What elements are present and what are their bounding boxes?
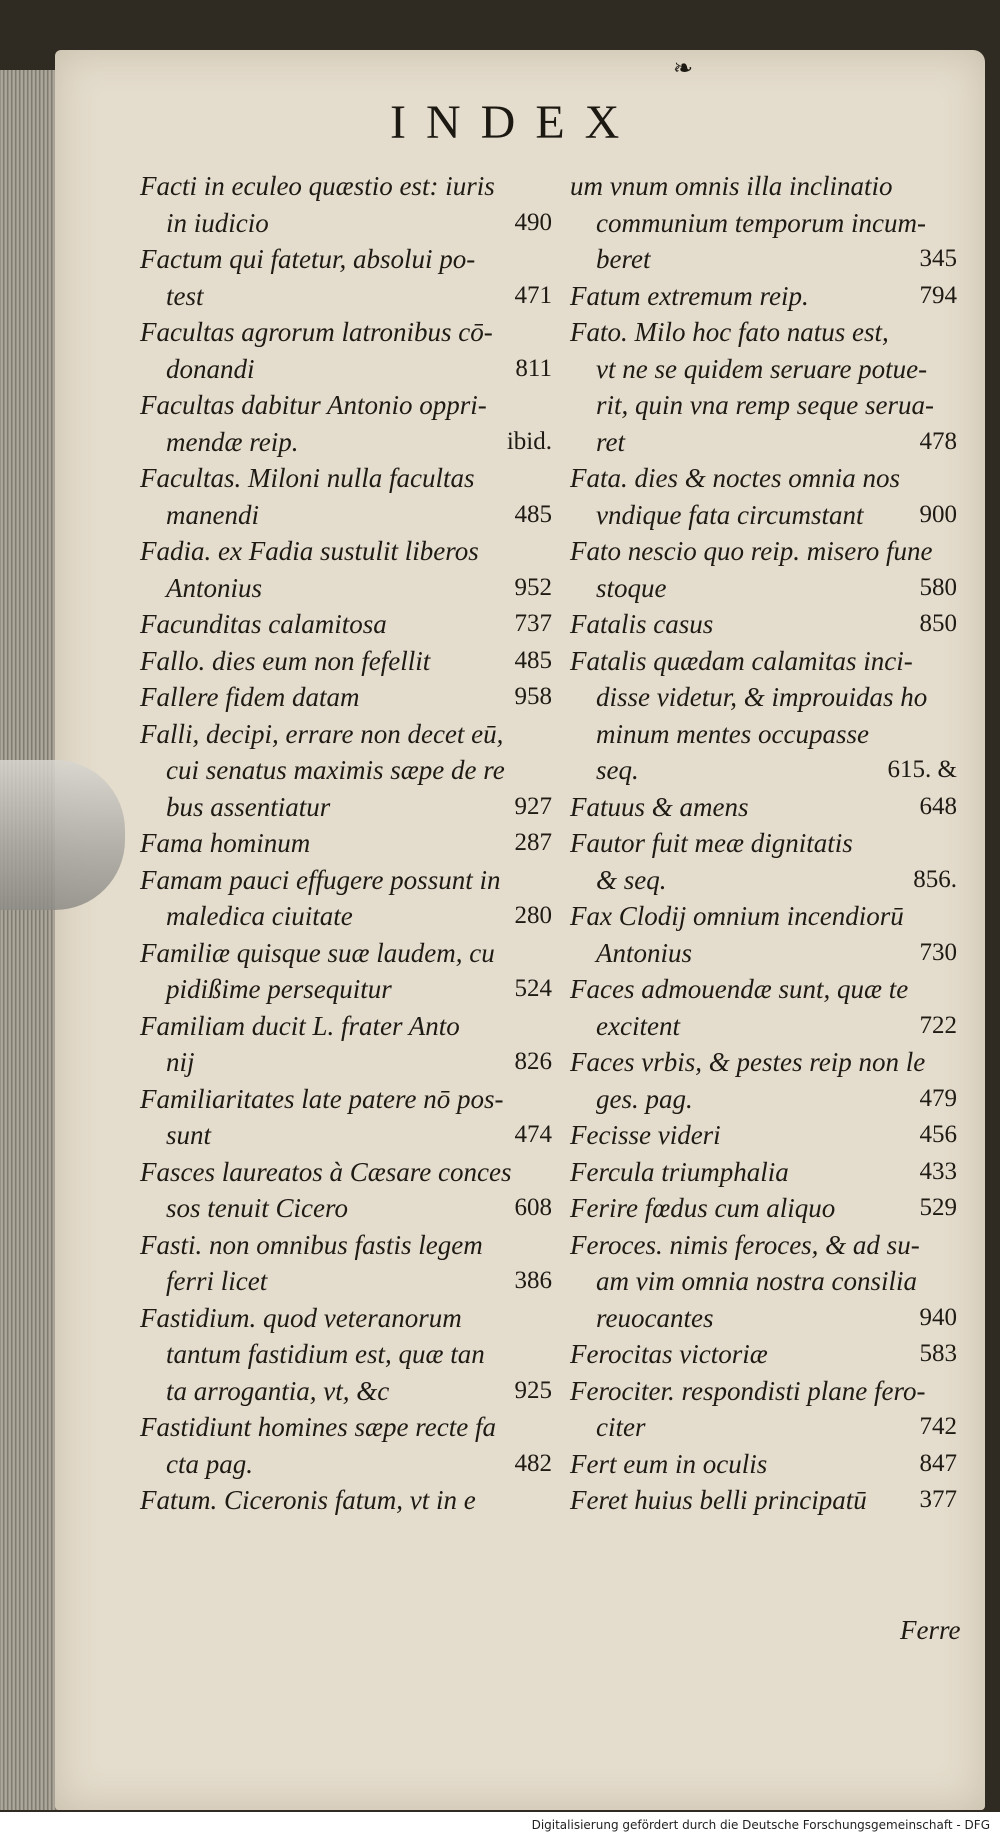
index-entry — [140, 606, 560, 643]
entry-text: ta arrogantia, vt, &c — [166, 1375, 390, 1406]
entry-text: vt ne se quidem seruare potue- — [596, 353, 928, 384]
entry-line — [570, 351, 965, 388]
entry-line — [570, 825, 965, 862]
entry-text: tantum fastidium est, quæ tan — [166, 1339, 485, 1369]
index-entry — [140, 314, 560, 387]
entry-text: citer — [596, 1412, 646, 1442]
page-number: 900 — [919, 500, 957, 528]
entry-text: Familiaritates late patere nō pos- — [140, 1083, 504, 1114]
page-number: 722 — [919, 1011, 957, 1039]
entry-line — [140, 935, 560, 972]
index-entry — [570, 789, 965, 826]
index-entry — [570, 1446, 965, 1483]
entry-text: Faces admouendæ sunt, quæ te — [570, 974, 909, 1004]
entry-line — [570, 752, 965, 789]
entry-line — [140, 1227, 560, 1264]
entry-text: Factum qui fatetur, absolui po- — [140, 244, 476, 274]
entry-line — [570, 1190, 965, 1227]
entry-line — [140, 789, 560, 826]
entry-text: seq. — [596, 755, 639, 785]
entry-line — [140, 1008, 560, 1045]
index-entry — [140, 1300, 560, 1410]
entry-text: donandi — [166, 353, 255, 384]
entry-text: Fato. Milo hoc fato natus est, — [570, 317, 889, 347]
index-entry — [140, 1409, 560, 1482]
entry-line — [570, 935, 965, 972]
page-number: 730 — [919, 938, 957, 966]
entry-text: Fatalis quædam calamitas inci- — [570, 645, 913, 676]
entry-line — [140, 898, 560, 935]
entry-line — [570, 460, 965, 497]
page-number: 485 — [514, 646, 552, 674]
page-number: 377 — [919, 1486, 957, 1513]
index-entry — [140, 1081, 560, 1154]
entry-line — [570, 168, 965, 205]
page-title: INDEX — [390, 96, 640, 149]
page-number: 737 — [514, 610, 552, 637]
entry-text: Fallere fidem datam — [140, 682, 360, 712]
entry-text: mendæ reip. — [166, 426, 299, 457]
entry-text: disse videtur, & improuidas ho — [596, 682, 928, 712]
page-number: 615. & — [887, 756, 957, 783]
page-number: 479 — [919, 1084, 957, 1112]
page-number: 583 — [919, 1340, 957, 1367]
entry-text: Facti in eculeo quæstio est: iuris — [140, 171, 495, 201]
entry-text: Falli, decipi, errare non decet eū, — [140, 718, 504, 749]
entry-text: Fato nescio quo reip. misero fune — [570, 536, 933, 566]
page-number: 850 — [919, 610, 957, 637]
entry-text: Fatuus & amens — [570, 791, 749, 822]
index-entry — [570, 1190, 965, 1227]
index-entry — [570, 1482, 965, 1519]
page-number: 345 — [919, 245, 957, 272]
entry-line — [140, 971, 560, 1008]
index-entry — [570, 460, 965, 533]
page-number: 958 — [514, 683, 552, 710]
entry-line — [140, 862, 560, 899]
page-number: 794 — [919, 281, 957, 309]
entry-line — [570, 1081, 965, 1118]
page-number: 608 — [514, 1194, 552, 1221]
entry-text: Fasces laureatos à Cæsare conces — [140, 1156, 512, 1187]
entry-text: Fata. dies & noctes omnia nos — [570, 463, 900, 493]
entry-line — [570, 1008, 965, 1045]
entry-line — [570, 1300, 965, 1337]
page-number: 952 — [514, 573, 552, 601]
index-entry — [570, 606, 965, 643]
page-number: 927 — [514, 792, 552, 820]
entry-line — [140, 1373, 560, 1410]
index-entry — [570, 314, 965, 460]
index-entry — [140, 643, 560, 680]
entry-text: Familiæ quisque suæ laudem, cu — [140, 937, 495, 968]
entry-text: ges. pag. — [596, 1083, 693, 1114]
page-number: 485 — [514, 500, 552, 528]
entry-text: in iudicio — [166, 207, 269, 238]
index-entry — [140, 1008, 560, 1081]
page-number: 456 — [919, 1121, 957, 1148]
entry-text: Fert eum in oculis — [570, 1448, 768, 1479]
entry-text: am vim omnia nostra consilia — [596, 1266, 917, 1296]
page-number: 847 — [919, 1449, 957, 1477]
index-entry — [570, 1227, 965, 1337]
entry-text: um vnum omnis illa inclinatio — [570, 171, 893, 201]
index-entry — [140, 1154, 560, 1227]
footer-bar — [0, 1812, 1000, 1841]
entry-line — [140, 825, 560, 862]
entry-text: Familiam ducit L. frater Anto — [140, 1010, 460, 1041]
entry-text: Fatalis casus — [570, 609, 714, 639]
index-entry — [140, 168, 560, 241]
entry-text: stoque — [596, 572, 667, 603]
page-number: 524 — [514, 975, 552, 1002]
entry-text: minum mentes occupasse — [596, 718, 869, 749]
entry-text: rit, quin vna remp seque serua- — [596, 390, 934, 420]
entry-line — [140, 1482, 560, 1519]
entry-line — [140, 1446, 560, 1483]
page-number: 856. — [913, 865, 957, 893]
entry-line — [570, 241, 965, 278]
entry-line — [140, 1117, 560, 1154]
entry-text: Facultas agrorum latronibus cō- — [140, 317, 493, 347]
index-entry — [140, 1227, 560, 1300]
entry-line — [140, 1263, 560, 1300]
entry-text: Fatum. Ciceronis fatum, vt in e — [140, 1485, 476, 1515]
entry-line — [140, 168, 560, 205]
index-entry — [570, 825, 965, 898]
entry-line — [140, 241, 560, 278]
entry-text: ferri licet — [166, 1266, 268, 1296]
page-number: 811 — [515, 354, 552, 382]
entry-line — [570, 570, 965, 607]
footer-credit: Digitalisierung gefördert durch die Deutsche Forschungsgemeinschaft - DFG — [531, 1818, 990, 1832]
index-entry — [570, 278, 965, 315]
entry-line — [570, 533, 965, 570]
page-number: 490 — [514, 208, 552, 236]
entry-text: test — [166, 280, 204, 311]
index-entry — [140, 460, 560, 533]
entry-text: Feroces. nimis feroces, & ad su- — [570, 1229, 920, 1260]
entry-line — [570, 679, 965, 716]
index-entry — [570, 1373, 965, 1446]
entry-line — [570, 1409, 965, 1446]
entry-line — [570, 1446, 965, 1483]
entry-text: & seq. — [596, 864, 667, 895]
ornament-icon: ❧ — [672, 54, 694, 82]
page-edge — [0, 70, 60, 1810]
entry-line — [570, 1482, 965, 1519]
entry-line — [140, 387, 560, 424]
entry-text: sunt — [166, 1120, 212, 1150]
entry-line — [570, 716, 965, 753]
index-entry — [570, 1044, 965, 1117]
index-entry — [140, 935, 560, 1008]
page-number: 474 — [514, 1121, 552, 1148]
index-entry — [140, 862, 560, 935]
entry-line — [140, 351, 560, 388]
entry-line — [570, 1373, 965, 1410]
entry-text: vndique fata circumstant — [596, 499, 864, 530]
entry-text: Fercula triumphalia — [570, 1156, 789, 1187]
entry-line — [570, 205, 965, 242]
index-entry — [140, 679, 560, 716]
entry-text: Fastidiunt homines sæpe recte fa — [140, 1412, 496, 1442]
page-number: 925 — [514, 1376, 552, 1404]
index-entry — [570, 1336, 965, 1373]
entry-line — [570, 898, 965, 935]
index-entry — [140, 387, 560, 460]
entry-line — [570, 643, 965, 680]
entry-line — [570, 278, 965, 315]
entry-text: nij — [166, 1047, 195, 1077]
entry-text: manendi — [166, 499, 259, 530]
entry-text: cui senatus maximis sæpe de re — [166, 755, 505, 785]
entry-text: Fautor fuit meæ dignitatis — [570, 828, 853, 858]
page-number: 471 — [514, 281, 552, 309]
left-column — [140, 168, 560, 1519]
entry-line — [140, 278, 560, 315]
entry-text: communium temporum incum- — [596, 207, 926, 238]
page-number: ibid. — [506, 427, 552, 455]
entry-text: beret — [596, 244, 651, 274]
page-number: 287 — [514, 829, 552, 856]
page-number: 580 — [919, 573, 957, 601]
entry-text: Fatum extremum reip. — [570, 280, 809, 311]
entry-line — [570, 387, 965, 424]
entry-text: Antonius — [166, 572, 263, 603]
entry-line — [140, 570, 560, 607]
entry-text: Ferocitas victoriæ — [570, 1339, 768, 1369]
entry-line — [140, 205, 560, 242]
entry-text: reuocantes — [596, 1302, 714, 1333]
entry-line — [570, 1117, 965, 1154]
entry-line — [140, 1190, 560, 1227]
entry-text: Antonius — [596, 937, 693, 968]
entry-line — [570, 1263, 965, 1300]
entry-text: pidißime persequitur — [166, 974, 392, 1004]
entry-line — [570, 789, 965, 826]
right-column — [570, 168, 965, 1519]
entry-line — [140, 1336, 560, 1373]
entry-line — [140, 716, 560, 753]
entry-text: Fadia. ex Fadia sustulit liberos — [140, 536, 479, 566]
entry-line — [570, 424, 965, 461]
entry-text: ret — [596, 426, 625, 457]
entry-text: cta pag. — [166, 1448, 253, 1479]
entry-text: Fax Clodij omnium incendiorū — [570, 901, 904, 931]
page-number: 280 — [514, 902, 552, 929]
page-number: 478 — [919, 427, 957, 455]
page-number: 940 — [919, 1303, 957, 1331]
entry-line — [140, 497, 560, 534]
index-entry — [570, 898, 965, 971]
entry-text: Fallo. dies eum non fefellit — [140, 645, 431, 676]
entry-text: Famam pauci effugere possunt in — [140, 864, 501, 895]
page-clip — [0, 760, 125, 910]
page-number: 482 — [514, 1449, 552, 1477]
entry-text: sos tenuit Cicero — [166, 1193, 348, 1223]
page-number: 386 — [514, 1267, 552, 1294]
index-entry — [570, 971, 965, 1044]
entry-line — [140, 1300, 560, 1337]
entry-text: Fecisse videri — [570, 1120, 721, 1150]
entry-line — [570, 1227, 965, 1264]
entry-line — [140, 1044, 560, 1081]
index-entry — [140, 716, 560, 826]
entry-text: Faces vrbis, & pestes reip non le — [570, 1047, 926, 1077]
entry-line — [570, 971, 965, 1008]
index-entry — [140, 825, 560, 862]
index-entry — [140, 1482, 560, 1519]
entry-text: Fastidium. quod veteranorum — [140, 1302, 462, 1333]
entry-line — [140, 752, 560, 789]
entry-line — [570, 1044, 965, 1081]
page-number: 648 — [919, 792, 957, 820]
entry-line — [570, 497, 965, 534]
entry-text: Ferire fœdus cum aliquo — [570, 1193, 836, 1223]
entry-text: Facultas. Miloni nulla facultas — [140, 463, 475, 493]
page-number: 742 — [919, 1413, 957, 1440]
entry-line — [570, 314, 965, 351]
index-entry — [140, 533, 560, 606]
entry-text: Feret huius belli principatū — [570, 1485, 867, 1515]
index-entry — [570, 533, 965, 606]
index-entry — [570, 1154, 965, 1191]
entry-line — [140, 533, 560, 570]
entry-line — [570, 1336, 965, 1373]
entry-line — [140, 424, 560, 461]
entry-line — [570, 862, 965, 899]
index-entry — [140, 241, 560, 314]
entry-text: Facultas dabitur Antonio oppri- — [140, 390, 487, 420]
catchword: Ferre — [900, 1615, 961, 1645]
entry-line — [140, 643, 560, 680]
entry-text: Fama hominum — [140, 828, 311, 858]
index-entry — [570, 1117, 965, 1154]
entry-line — [570, 606, 965, 643]
entry-text: excitent — [596, 1010, 680, 1041]
entry-line — [570, 1154, 965, 1191]
index-entry — [570, 643, 965, 789]
page-number: 433 — [919, 1157, 957, 1185]
entry-line — [140, 679, 560, 716]
entry-line — [140, 1409, 560, 1446]
entry-line — [140, 1154, 560, 1191]
entry-text: bus assentiatur — [166, 791, 331, 822]
entry-line — [140, 314, 560, 351]
page-number: 529 — [919, 1194, 957, 1221]
entry-text: maledica ciuitate — [166, 901, 353, 931]
entry-line — [140, 460, 560, 497]
entry-text: Facunditas calamitosa — [140, 609, 387, 639]
entry-line — [140, 606, 560, 643]
entry-line — [140, 1081, 560, 1118]
entry-text: Ferociter. respondisti plane fero- — [570, 1375, 926, 1406]
entry-text: Fasti. non omnibus fastis legem — [140, 1229, 483, 1260]
index-entry — [570, 168, 965, 278]
page-number: 826 — [514, 1048, 552, 1075]
